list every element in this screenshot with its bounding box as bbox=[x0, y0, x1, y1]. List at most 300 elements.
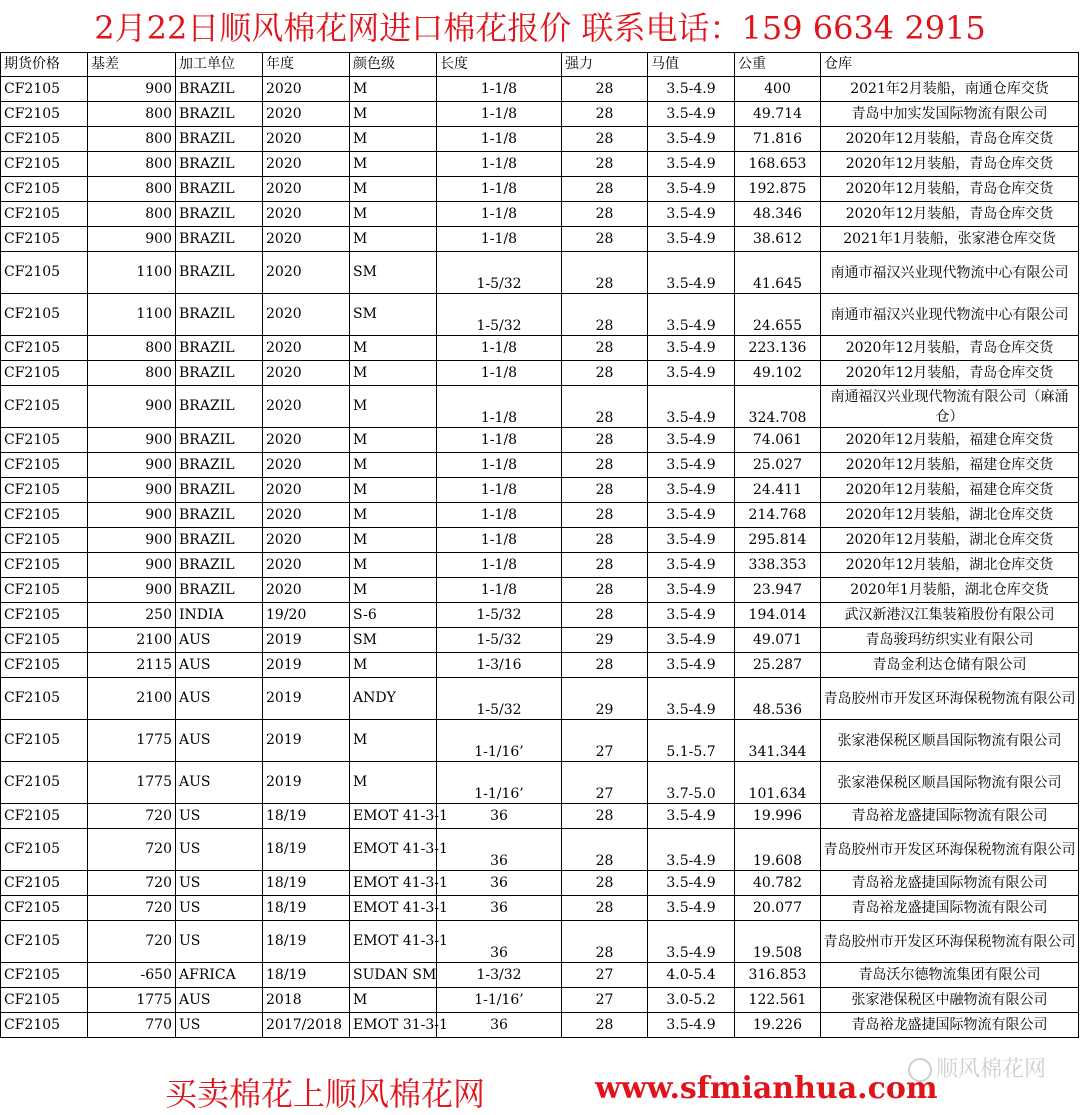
cell-futures: CF2105 bbox=[1, 386, 88, 428]
cell-strength: 28 bbox=[562, 202, 648, 227]
cell-strength: 28 bbox=[562, 553, 648, 578]
cell-basis: 800 bbox=[88, 336, 176, 361]
cell-strength: 28 bbox=[562, 77, 648, 102]
cell-length: 1-1/8 bbox=[437, 478, 562, 503]
cell-micronaire: 3.5-4.9 bbox=[648, 553, 735, 578]
cell-year: 18/19 bbox=[263, 829, 350, 871]
table-row bbox=[1, 553, 1079, 578]
table-row bbox=[1, 453, 1079, 478]
cell-color-grade: M bbox=[350, 361, 437, 386]
cell-weight: 400 bbox=[735, 77, 821, 102]
table-row bbox=[1, 152, 1079, 177]
cell-processor: AUS bbox=[176, 762, 263, 804]
header-warehouse: 仓库 bbox=[821, 53, 1079, 77]
cell-weight: 214.768 bbox=[735, 503, 821, 528]
table-row bbox=[1, 294, 1079, 336]
cell-processor: AUS bbox=[176, 720, 263, 762]
cell-futures: CF2105 bbox=[1, 896, 88, 921]
cell-weight: 192.875 bbox=[735, 177, 821, 202]
table-row bbox=[1, 77, 1079, 102]
cell-micronaire: 3.5-4.9 bbox=[648, 294, 735, 336]
cell-strength: 27 bbox=[562, 963, 648, 988]
cell-futures: CF2105 bbox=[1, 177, 88, 202]
cell-strength: 28 bbox=[562, 1013, 648, 1038]
cell-strength: 28 bbox=[562, 252, 648, 294]
table-row bbox=[1, 336, 1079, 361]
cell-color-grade: M bbox=[350, 336, 437, 361]
cell-length: 1-5/32 bbox=[437, 628, 562, 653]
cell-micronaire: 3.5-4.9 bbox=[648, 428, 735, 453]
cell-warehouse: 2020年12月装船，青岛仓库交货 bbox=[821, 127, 1079, 152]
cell-weight: 41.645 bbox=[735, 252, 821, 294]
cell-micronaire: 3.5-4.9 bbox=[648, 478, 735, 503]
wechat-icon bbox=[908, 1058, 932, 1082]
cell-warehouse: 2020年12月装船，青岛仓库交货 bbox=[821, 152, 1079, 177]
cell-year: 2020 bbox=[263, 578, 350, 603]
cell-basis: 900 bbox=[88, 386, 176, 428]
table-row bbox=[1, 871, 1079, 896]
cell-strength: 28 bbox=[562, 177, 648, 202]
cell-basis: 900 bbox=[88, 428, 176, 453]
cell-basis: 900 bbox=[88, 578, 176, 603]
cell-strength: 28 bbox=[562, 428, 648, 453]
cell-color-grade: SM bbox=[350, 628, 437, 653]
cell-micronaire: 3.5-4.9 bbox=[648, 1013, 735, 1038]
cell-weight: 71.816 bbox=[735, 127, 821, 152]
cell-futures: CF2105 bbox=[1, 653, 88, 678]
cell-length: 1-1/8 bbox=[437, 528, 562, 553]
cell-weight: 40.782 bbox=[735, 871, 821, 896]
cell-length: 36 bbox=[437, 804, 562, 829]
table-row bbox=[1, 921, 1079, 963]
cell-length: 1-3/16 bbox=[437, 653, 562, 678]
cell-micronaire: 3.5-4.9 bbox=[648, 361, 735, 386]
cell-futures: CF2105 bbox=[1, 804, 88, 829]
cell-warehouse: 2021年2月装船，南通仓库交货 bbox=[821, 77, 1079, 102]
cell-strength: 28 bbox=[562, 578, 648, 603]
cell-weight: 168.653 bbox=[735, 152, 821, 177]
cell-weight: 223.136 bbox=[735, 336, 821, 361]
table-row bbox=[1, 720, 1079, 762]
cell-micronaire: 3.5-4.9 bbox=[648, 177, 735, 202]
cell-futures: CF2105 bbox=[1, 77, 88, 102]
cell-processor: US bbox=[176, 871, 263, 896]
cell-processor: AUS bbox=[176, 653, 263, 678]
cell-year: 18/19 bbox=[263, 896, 350, 921]
cell-processor: US bbox=[176, 921, 263, 963]
cell-futures: CF2105 bbox=[1, 963, 88, 988]
cell-basis: 770 bbox=[88, 1013, 176, 1038]
header-strength: 强力 bbox=[562, 53, 648, 77]
cell-futures: CF2105 bbox=[1, 102, 88, 127]
table-row bbox=[1, 762, 1079, 804]
cell-strength: 28 bbox=[562, 294, 648, 336]
cell-weight: 49.071 bbox=[735, 628, 821, 653]
table-row bbox=[1, 963, 1079, 988]
cell-year: 2020 bbox=[263, 102, 350, 127]
cell-color-grade: S-6 bbox=[350, 603, 437, 628]
cell-futures: CF2105 bbox=[1, 988, 88, 1013]
cell-basis: 720 bbox=[88, 829, 176, 871]
cell-strength: 28 bbox=[562, 653, 648, 678]
cell-strength: 28 bbox=[562, 528, 648, 553]
cell-year: 2020 bbox=[263, 553, 350, 578]
table-row bbox=[1, 988, 1079, 1013]
cell-strength: 28 bbox=[562, 453, 648, 478]
cell-processor: BRAZIL bbox=[176, 428, 263, 453]
cell-year: 2020 bbox=[263, 127, 350, 152]
cell-color-grade: M bbox=[350, 386, 437, 428]
cell-basis: 720 bbox=[88, 896, 176, 921]
cell-strength: 28 bbox=[562, 603, 648, 628]
cell-futures: CF2105 bbox=[1, 503, 88, 528]
cell-basis: 900 bbox=[88, 528, 176, 553]
watermark-text: 顺风棉花网 bbox=[935, 1057, 1046, 1082]
table-row bbox=[1, 578, 1079, 603]
cell-warehouse: 南通市福汉兴业现代物流中心有限公司 bbox=[821, 294, 1079, 336]
table-row bbox=[1, 386, 1079, 428]
cell-length: 1-1/8 bbox=[437, 202, 562, 227]
footer-url[interactable]: www.sfmianhua.com bbox=[595, 1071, 938, 1106]
price-table bbox=[0, 52, 1079, 1038]
cell-warehouse: 2020年12月装船，青岛仓库交货 bbox=[821, 361, 1079, 386]
cell-processor: AUS bbox=[176, 628, 263, 653]
cell-strength: 28 bbox=[562, 386, 648, 428]
cell-processor: BRAZIL bbox=[176, 553, 263, 578]
cell-color-grade: M bbox=[350, 127, 437, 152]
cell-weight: 38.612 bbox=[735, 227, 821, 252]
cell-micronaire: 3.5-4.9 bbox=[648, 202, 735, 227]
watermark bbox=[908, 1052, 1046, 1083]
cell-year: 2018 bbox=[263, 988, 350, 1013]
cell-weight: 122.561 bbox=[735, 988, 821, 1013]
cell-weight: 24.655 bbox=[735, 294, 821, 336]
table-row bbox=[1, 829, 1079, 871]
cell-length: 1-1/8 bbox=[437, 177, 562, 202]
cell-weight: 49.714 bbox=[735, 102, 821, 127]
cell-micronaire: 3.5-4.9 bbox=[648, 678, 735, 720]
cell-length: 36 bbox=[437, 1013, 562, 1038]
table-row bbox=[1, 503, 1079, 528]
cell-weight: 19.996 bbox=[735, 804, 821, 829]
cell-processor: BRAZIL bbox=[176, 77, 263, 102]
cell-strength: 27 bbox=[562, 720, 648, 762]
cell-futures: CF2105 bbox=[1, 628, 88, 653]
cell-weight: 74.061 bbox=[735, 428, 821, 453]
cell-strength: 28 bbox=[562, 871, 648, 896]
cell-weight: 316.853 bbox=[735, 963, 821, 988]
cell-length: 1-1/8 bbox=[437, 127, 562, 152]
cell-strength: 28 bbox=[562, 361, 648, 386]
cell-warehouse: 青岛胶州市开发区环海保税物流有限公司 bbox=[821, 829, 1079, 871]
header-processor: 加工单位 bbox=[176, 53, 263, 77]
cell-warehouse: 武汉新港汉江集装箱股份有限公司 bbox=[821, 603, 1079, 628]
cell-micronaire: 3.5-4.9 bbox=[648, 578, 735, 603]
cell-year: 2019 bbox=[263, 653, 350, 678]
cell-strength: 27 bbox=[562, 762, 648, 804]
cell-length: 1-1/8 bbox=[437, 428, 562, 453]
header-length: 长度 bbox=[437, 53, 562, 77]
cell-futures: CF2105 bbox=[1, 578, 88, 603]
cell-processor: BRAZIL bbox=[176, 361, 263, 386]
header-futures: 期货价格 bbox=[1, 53, 88, 77]
cell-color-grade: M bbox=[350, 478, 437, 503]
cell-year: 2020 bbox=[263, 227, 350, 252]
cell-color-grade: M bbox=[350, 553, 437, 578]
cell-weight: 48.536 bbox=[735, 678, 821, 720]
cell-processor: BRAZIL bbox=[176, 177, 263, 202]
cell-warehouse: 2020年12月装船，湖北仓库交货 bbox=[821, 528, 1079, 553]
cell-color-grade: ANDY bbox=[350, 678, 437, 720]
cell-futures: CF2105 bbox=[1, 1013, 88, 1038]
cell-futures: CF2105 bbox=[1, 871, 88, 896]
page-title: 2月22日顺风棉花网进口棉花报价 联系电话：159 6634 2915 bbox=[94, 9, 986, 47]
cell-futures: CF2105 bbox=[1, 528, 88, 553]
cell-processor: BRAZIL bbox=[176, 503, 263, 528]
cell-warehouse: 张家港保税区中融物流有限公司 bbox=[821, 988, 1079, 1013]
cell-color-grade: SM bbox=[350, 252, 437, 294]
table-row bbox=[1, 804, 1079, 829]
cell-warehouse: 青岛裕龙盛捷国际物流有限公司 bbox=[821, 871, 1079, 896]
cell-length: 1-1/8 bbox=[437, 361, 562, 386]
cell-basis: 900 bbox=[88, 503, 176, 528]
cell-length: 1-3/32 bbox=[437, 963, 562, 988]
cell-color-grade: SM bbox=[350, 294, 437, 336]
cell-length: 1-5/32 bbox=[437, 252, 562, 294]
cell-weight: 19.608 bbox=[735, 829, 821, 871]
cell-futures: CF2105 bbox=[1, 678, 88, 720]
cell-year: 2020 bbox=[263, 528, 350, 553]
table-body bbox=[1, 77, 1079, 1038]
cell-warehouse: 青岛金利达仓储有限公司 bbox=[821, 653, 1079, 678]
cell-processor: US bbox=[176, 1013, 263, 1038]
cell-length: 1-1/8 bbox=[437, 503, 562, 528]
cell-basis: 800 bbox=[88, 177, 176, 202]
cell-year: 2020 bbox=[263, 503, 350, 528]
cell-year: 2020 bbox=[263, 202, 350, 227]
cell-futures: CF2105 bbox=[1, 603, 88, 628]
cell-basis: 900 bbox=[88, 478, 176, 503]
cell-warehouse: 青岛裕龙盛捷国际物流有限公司 bbox=[821, 896, 1079, 921]
cell-year: 2017/2018 bbox=[263, 1013, 350, 1038]
cell-color-grade: EMOT 31-3-1 bbox=[350, 1013, 437, 1038]
cell-color-grade: EMOT 41-3-1 bbox=[350, 829, 437, 871]
table-row bbox=[1, 653, 1079, 678]
cell-basis: 800 bbox=[88, 102, 176, 127]
cell-futures: CF2105 bbox=[1, 829, 88, 871]
cell-warehouse: 2020年12月装船，青岛仓库交货 bbox=[821, 202, 1079, 227]
cell-year: 2020 bbox=[263, 428, 350, 453]
table-row bbox=[1, 361, 1079, 386]
cell-basis: 1775 bbox=[88, 720, 176, 762]
cell-processor: INDIA bbox=[176, 603, 263, 628]
cell-futures: CF2105 bbox=[1, 152, 88, 177]
cell-color-grade: M bbox=[350, 720, 437, 762]
cell-basis: 900 bbox=[88, 77, 176, 102]
cell-weight: 25.287 bbox=[735, 653, 821, 678]
cell-warehouse: 2020年12月装船，青岛仓库交货 bbox=[821, 177, 1079, 202]
cell-weight: 19.226 bbox=[735, 1013, 821, 1038]
cell-length: 1-1/8 bbox=[437, 227, 562, 252]
cell-color-grade: M bbox=[350, 428, 437, 453]
cell-warehouse: 张家港保税区顺昌国际物流有限公司 bbox=[821, 762, 1079, 804]
cell-basis: 250 bbox=[88, 603, 176, 628]
cell-basis: 720 bbox=[88, 804, 176, 829]
cell-processor: BRAZIL bbox=[176, 453, 263, 478]
cell-warehouse: 青岛裕龙盛捷国际物流有限公司 bbox=[821, 804, 1079, 829]
cell-processor: US bbox=[176, 896, 263, 921]
cell-weight: 341.344 bbox=[735, 720, 821, 762]
header-weight: 公重 bbox=[735, 53, 821, 77]
cell-color-grade: M bbox=[350, 503, 437, 528]
cell-strength: 28 bbox=[562, 336, 648, 361]
cell-warehouse: 南通福汉兴业现代物流有限公司（麻涌仓） bbox=[821, 386, 1079, 428]
cell-color-grade: EMOT 41-3-1 bbox=[350, 921, 437, 963]
cell-strength: 28 bbox=[562, 503, 648, 528]
cell-length: 36 bbox=[437, 896, 562, 921]
cell-micronaire: 4.0-5.4 bbox=[648, 963, 735, 988]
cell-year: 18/19 bbox=[263, 963, 350, 988]
table-header-row bbox=[1, 53, 1079, 77]
cell-year: 2020 bbox=[263, 478, 350, 503]
cell-color-grade: SUDAN SM bbox=[350, 963, 437, 988]
cell-futures: CF2105 bbox=[1, 336, 88, 361]
cell-micronaire: 3.5-4.9 bbox=[648, 921, 735, 963]
cell-strength: 28 bbox=[562, 152, 648, 177]
cell-warehouse: 青岛沃尔德物流集团有限公司 bbox=[821, 963, 1079, 988]
cell-weight: 49.102 bbox=[735, 361, 821, 386]
cell-warehouse: 青岛骏玛纺织实业有限公司 bbox=[821, 628, 1079, 653]
cell-length: 1-5/32 bbox=[437, 603, 562, 628]
cell-weight: 19.508 bbox=[735, 921, 821, 963]
cell-weight: 24.411 bbox=[735, 478, 821, 503]
cell-micronaire: 3.5-4.9 bbox=[648, 804, 735, 829]
cell-length: 36 bbox=[437, 921, 562, 963]
cell-basis: 800 bbox=[88, 361, 176, 386]
cell-micronaire: 3.5-4.9 bbox=[648, 227, 735, 252]
cell-basis: 2100 bbox=[88, 678, 176, 720]
cell-color-grade: M bbox=[350, 102, 437, 127]
cell-processor: US bbox=[176, 829, 263, 871]
cell-basis: 800 bbox=[88, 127, 176, 152]
table-row bbox=[1, 177, 1079, 202]
cell-year: 2020 bbox=[263, 252, 350, 294]
cell-basis: 1775 bbox=[88, 988, 176, 1013]
cell-futures: CF2105 bbox=[1, 478, 88, 503]
cell-length: 1-1/16’ bbox=[437, 762, 562, 804]
cell-warehouse: 2020年1月装船，湖北仓库交货 bbox=[821, 578, 1079, 603]
cell-micronaire: 3.5-4.9 bbox=[648, 127, 735, 152]
cell-warehouse: 青岛胶州市开发区环海保税物流有限公司 bbox=[821, 921, 1079, 963]
header-year: 年度 bbox=[263, 53, 350, 77]
cell-warehouse: 2020年12月装船，湖北仓库交货 bbox=[821, 503, 1079, 528]
cell-basis: 900 bbox=[88, 453, 176, 478]
cell-futures: CF2105 bbox=[1, 921, 88, 963]
cell-warehouse: 2020年12月装船，福建仓库交货 bbox=[821, 478, 1079, 503]
cell-micronaire: 3.5-4.9 bbox=[648, 453, 735, 478]
table-row bbox=[1, 127, 1079, 152]
table-row bbox=[1, 603, 1079, 628]
cell-processor: BRAZIL bbox=[176, 252, 263, 294]
cell-length: 1-1/8 bbox=[437, 152, 562, 177]
cell-year: 2020 bbox=[263, 336, 350, 361]
cell-futures: CF2105 bbox=[1, 252, 88, 294]
cell-basis: 720 bbox=[88, 871, 176, 896]
cell-year: 2019 bbox=[263, 762, 350, 804]
cell-warehouse: 2020年12月装船，福建仓库交货 bbox=[821, 428, 1079, 453]
cell-futures: CF2105 bbox=[1, 762, 88, 804]
cell-micronaire: 3.5-4.9 bbox=[648, 829, 735, 871]
cell-micronaire: 3.5-4.9 bbox=[648, 653, 735, 678]
cell-strength: 28 bbox=[562, 102, 648, 127]
cell-futures: CF2105 bbox=[1, 227, 88, 252]
cell-micronaire: 3.5-4.9 bbox=[648, 152, 735, 177]
cell-basis: 2100 bbox=[88, 628, 176, 653]
cell-processor: US bbox=[176, 804, 263, 829]
cell-color-grade: EMOT 41-3-1 bbox=[350, 896, 437, 921]
cell-weight: 101.634 bbox=[735, 762, 821, 804]
cell-micronaire: 3.5-4.9 bbox=[648, 386, 735, 428]
table-row bbox=[1, 478, 1079, 503]
cell-year: 2020 bbox=[263, 77, 350, 102]
cell-basis: 1775 bbox=[88, 762, 176, 804]
cell-processor: BRAZIL bbox=[176, 578, 263, 603]
cell-color-grade: M bbox=[350, 762, 437, 804]
table-row bbox=[1, 202, 1079, 227]
table-row bbox=[1, 628, 1079, 653]
table-row bbox=[1, 428, 1079, 453]
cell-futures: CF2105 bbox=[1, 553, 88, 578]
cell-year: 18/19 bbox=[263, 804, 350, 829]
table-row bbox=[1, 252, 1079, 294]
cell-basis: 900 bbox=[88, 553, 176, 578]
cell-warehouse: 青岛胶州市开发区环海保税物流有限公司 bbox=[821, 678, 1079, 720]
cell-warehouse: 南通市福汉兴业现代物流中心有限公司 bbox=[821, 252, 1079, 294]
cell-processor: BRAZIL bbox=[176, 478, 263, 503]
cell-futures: CF2105 bbox=[1, 361, 88, 386]
cell-strength: 28 bbox=[562, 227, 648, 252]
cell-weight: 295.814 bbox=[735, 528, 821, 553]
cell-year: 18/19 bbox=[263, 921, 350, 963]
cell-color-grade: EMOT 41-3-1 bbox=[350, 871, 437, 896]
table-row bbox=[1, 1013, 1079, 1038]
cell-length: 1-1/16’ bbox=[437, 720, 562, 762]
cell-strength: 28 bbox=[562, 478, 648, 503]
cell-color-grade: EMOT 41-3-1 bbox=[350, 804, 437, 829]
cell-length: 36 bbox=[437, 871, 562, 896]
cell-strength: 27 bbox=[562, 988, 648, 1013]
cell-length: 1-5/32 bbox=[437, 678, 562, 720]
cell-processor: BRAZIL bbox=[176, 294, 263, 336]
cell-weight: 338.353 bbox=[735, 553, 821, 578]
cell-warehouse: 青岛裕龙盛捷国际物流有限公司 bbox=[821, 1013, 1079, 1038]
table-row bbox=[1, 896, 1079, 921]
cell-futures: CF2105 bbox=[1, 127, 88, 152]
cell-micronaire: 3.7-5.0 bbox=[648, 762, 735, 804]
cell-micronaire: 3.5-4.9 bbox=[648, 603, 735, 628]
cell-basis: -650 bbox=[88, 963, 176, 988]
cell-weight: 20.077 bbox=[735, 896, 821, 921]
cell-micronaire: 3.5-4.9 bbox=[648, 77, 735, 102]
cell-length: 1-1/8 bbox=[437, 453, 562, 478]
cell-color-grade: M bbox=[350, 653, 437, 678]
header-basis: 基差 bbox=[88, 53, 176, 77]
cell-length: 1-1/8 bbox=[437, 77, 562, 102]
cell-basis: 1100 bbox=[88, 252, 176, 294]
cell-processor: BRAZIL bbox=[176, 152, 263, 177]
cell-basis: 2115 bbox=[88, 653, 176, 678]
cell-strength: 28 bbox=[562, 127, 648, 152]
